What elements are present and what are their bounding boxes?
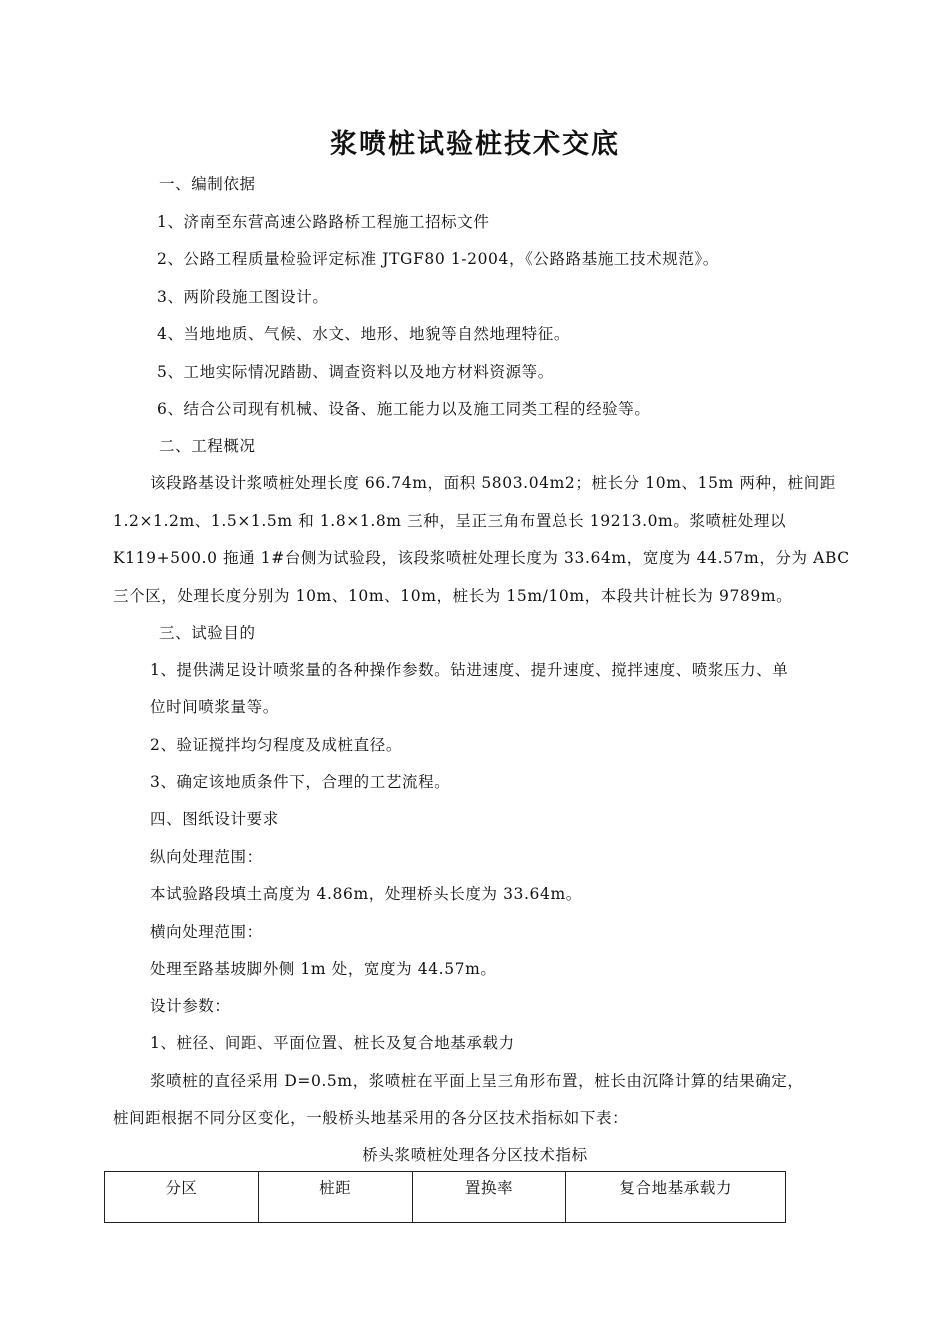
section1-heading: 一、编制依据 [159,175,256,193]
section2-heading: 二、工程概况 [159,437,256,455]
document-title: 浆喷桩试验桩技术交底 [330,129,620,160]
basis-item-3: 3、两阶段施工图设计。 [157,288,329,306]
design-param-line-1: 浆喷桩的直径采用 D=0.5m，浆喷桩在平面上呈三角形布置，桩长由沉降计算的结果确定， [150,1072,804,1090]
overview-line-3: K119+500.0 拖通 1#台侧为试验段，该段浆喷桩处理长度为 33.64m，宽度为 44.57m，分为 ABC [113,549,850,567]
basis-item-4: 4、当地地质、气候、水文、地形、地貌等自然地理特征。 [157,325,570,343]
purpose-item-1-line-1: 1、提供满足设计喷浆量的各种操作参数。钻进速度、提升速度、搅拌速度、喷浆压力、单 [150,661,789,679]
design-param-line-2: 桩间距根据不同分区变化，一般桥头地基采用的各分区技术指标如下表： [113,1109,629,1127]
overview-line-1: 该段路基设计浆喷桩处理长度 66.74m，面积 5803.04m2；桩长分 10m、15m 两种，桩间距 [150,474,836,492]
header-pile-spacing: 桩距 [258,1172,412,1223]
header-replacement-rate: 置换率 [412,1172,566,1223]
basis-item-1: 1、济南至东营高速公路路桥工程施工招标文件 [157,213,490,231]
longitudinal-label: 纵向处理范围： [150,848,263,866]
transverse-label: 横向处理范围： [150,923,263,941]
longitudinal-text: 本试验路段填土高度为 4.86m，处理桥头长度为 33.64m。 [150,885,582,903]
header-zone: 分区 [105,1172,259,1223]
purpose-item-3: 3、确定该地质条件下，合理的工艺流程。 [150,773,451,791]
section3-heading: 三、试验目的 [159,624,256,642]
overview-line-2: 1.2×1.2m、1.5×1.5m 和 1.8×1.8m 三种，呈正三角布置总长 19213.0m。浆喷桩处理以 [113,512,787,530]
header-bearing-capacity: 复合地基承载力 [566,1172,786,1223]
overview-line-4: 三个区，处理长度分别为 10m、10m、10m，桩长为 15m/10m，本段共计桩长为 9789m。 [113,587,793,605]
section4-heading: 四、图纸设计要求 [150,810,279,828]
basis-item-6: 6、结合公司现有机械、设备、施工能力以及施工同类工程的经验等。 [157,400,651,418]
purpose-item-2: 2、验证搅拌均匀程度及成桩直径。 [150,736,402,754]
table-caption: 桥头浆喷桩处理各分区技术指标 [362,1146,588,1164]
purpose-item-1-line-2: 位时间喷浆量等。 [150,698,279,716]
basis-item-5: 5、工地实际情况踏勘、调查资料以及地方材料资源等。 [157,363,554,381]
transverse-text: 处理至路基坡脚外侧 1m 处，宽度为 44.57m。 [150,960,497,978]
table-header-row [105,1172,786,1223]
design-param-1: 1、桩径、间距、平面位置、桩长及复合地基承载力 [150,1034,515,1052]
design-params-label: 设计参数： [150,997,231,1015]
basis-item-2: 2、公路工程质量检验评定标准 JTGF80 1-2004，《公路路基施工技术规范》。 [157,250,719,268]
technical-index-table [104,1171,786,1223]
